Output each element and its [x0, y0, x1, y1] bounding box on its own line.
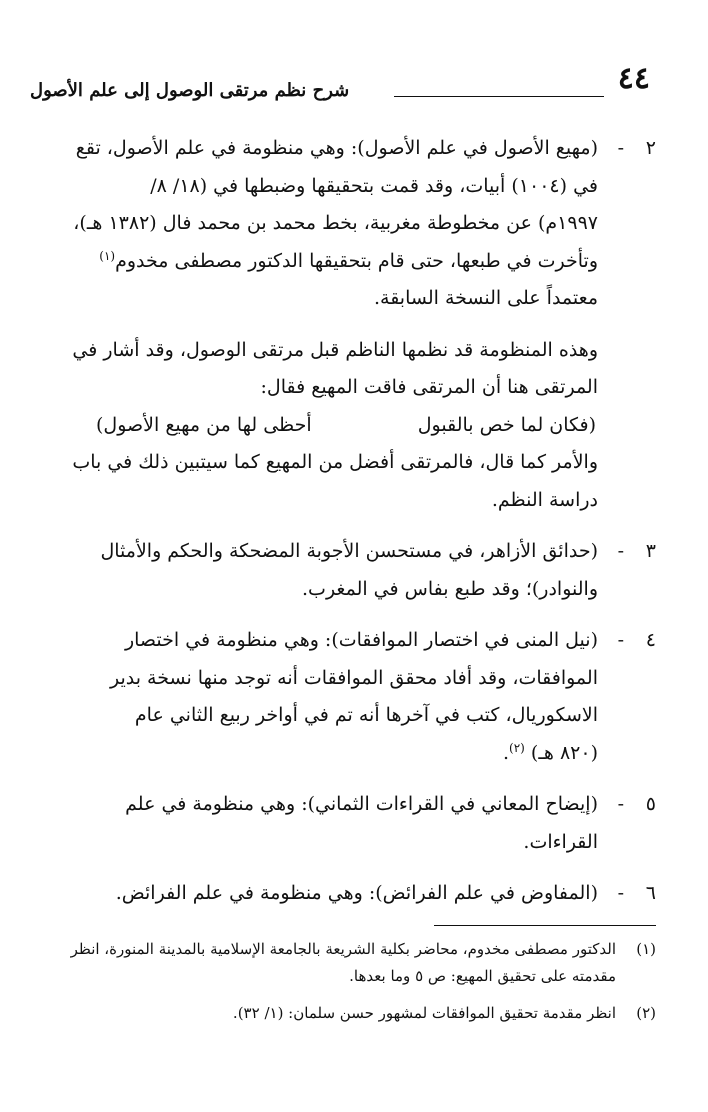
list-item — [56, 622, 656, 772]
footnote-number: (١) — [636, 940, 656, 958]
item-line: معتمداً على النسخة السابقة. — [373, 287, 598, 309]
item-dash: - — [617, 629, 624, 651]
item-line: (حدائق الأزاهر، في مستحسن الأجوبة المضحكة والحكم والأمثال — [100, 540, 598, 562]
paragraph-line: والأمر كما قال، فالمرتقى أفضل من المهيع كما سيتبين ذلك في باب — [72, 451, 598, 473]
item-line — [56, 243, 598, 281]
footnote-line: مقدمته على تحقيق المهيع: ص ٥ وما بعدها. — [349, 967, 616, 985]
item-line: الموافقات، وقد أفاد محقق الموافقات أنه توجد منها نسخة بدير — [109, 666, 598, 689]
main-text — [56, 130, 656, 913]
footnote-rule — [434, 925, 656, 926]
paragraph-line: دراسة النظم. — [491, 488, 598, 511]
item-line: الاسكوريال، كتب في آخرها أنه تم في أواخر ربيع الثاني عام — [134, 704, 598, 726]
item-number: ٦ — [645, 882, 656, 904]
item-dash: - — [617, 882, 624, 904]
page-number: ٤٤ — [617, 61, 650, 96]
item-line-text: وتأخرت في طبعها، حتى قام بتحقيقها الدكتور مصطفى مخدوم — [115, 249, 598, 272]
item-line: في (١٠٠٤) أبيات، وقد قمت بتحقيقها وضبطها في (١٨/ ٨/ — [150, 174, 598, 197]
running-title: شرح نظم مرتقى الوصول إلى علم الأصول — [30, 80, 350, 101]
item-line: (المفاوض في علم الفرائض): وهي منظومة في علم الفرائض. — [115, 882, 598, 904]
item-line: والنوادر)؛ وقد طبع بفاس في المغرب. — [302, 577, 598, 600]
header-rule — [394, 96, 604, 97]
footnote-number: (٢) — [636, 1004, 656, 1022]
list-item — [56, 786, 656, 861]
footnotes — [56, 936, 656, 1037]
footnote-line: انظر مقدمة تحقيق الموافقات لمشهور حسن سلمان: (١/ ٣٢). — [232, 1004, 616, 1022]
item-dash: - — [617, 793, 624, 815]
item-line: ١٩٩٧م) عن مخطوطة مغربية، بخط محمد بن محمد فال (١٣٨٢ هـ)، — [73, 212, 598, 234]
paragraph-line: المرتقى هنا أن المرتقى فاقت المهيع فقال: — [260, 376, 598, 398]
item-line-text: (٨٢٠ هـ) — [530, 741, 598, 764]
list-item — [56, 130, 656, 318]
item-number: ٥ — [645, 793, 656, 815]
footnote — [56, 1000, 656, 1027]
item-number: ٤ — [645, 629, 656, 651]
footnote-line: الدكتور مصطفى مخدوم، محاضر بكلية الشريعة بالجامعة الإسلامية بالمدينة المنورة، انظر — [70, 940, 616, 958]
list-item — [56, 875, 656, 913]
verse-hemistich-2: أحظى لها من مهيع الأصول) — [96, 413, 312, 436]
item-line: القراءات. — [523, 830, 598, 853]
footnote — [56, 936, 656, 990]
paragraph-line: وهذه المنظومة قد نظمها الناظم قبل مرتقى الوصول، وقد أشار في — [72, 338, 598, 361]
item-number: ٣ — [645, 540, 656, 562]
item-dash: - — [617, 540, 624, 562]
paragraph — [56, 332, 656, 520]
item-line: (مهيع الأصول في علم الأصول): وهي منظومة في علم الأصول، تقع — [75, 137, 598, 159]
item-line: (٨٢٠ هـ) $^{(٢)}$. — [502, 740, 598, 764]
list-item — [56, 533, 656, 608]
item-dash: - — [617, 137, 624, 159]
footnote-ref: (١) — [99, 248, 116, 263]
verse-line — [56, 407, 598, 445]
footnote-ref: (٢) — [509, 740, 525, 755]
item-line: (إيضاح المعاني في القراءات الثماني): وهي منظومة في علم — [125, 793, 598, 815]
item-number: ٢ — [645, 137, 656, 159]
item-line: (نيل المنى في اختصار الموافقات): وهي منظومة في اختصار — [124, 629, 598, 651]
verse-hemistich-1: (فكان لما خص بالقبول — [417, 413, 596, 436]
